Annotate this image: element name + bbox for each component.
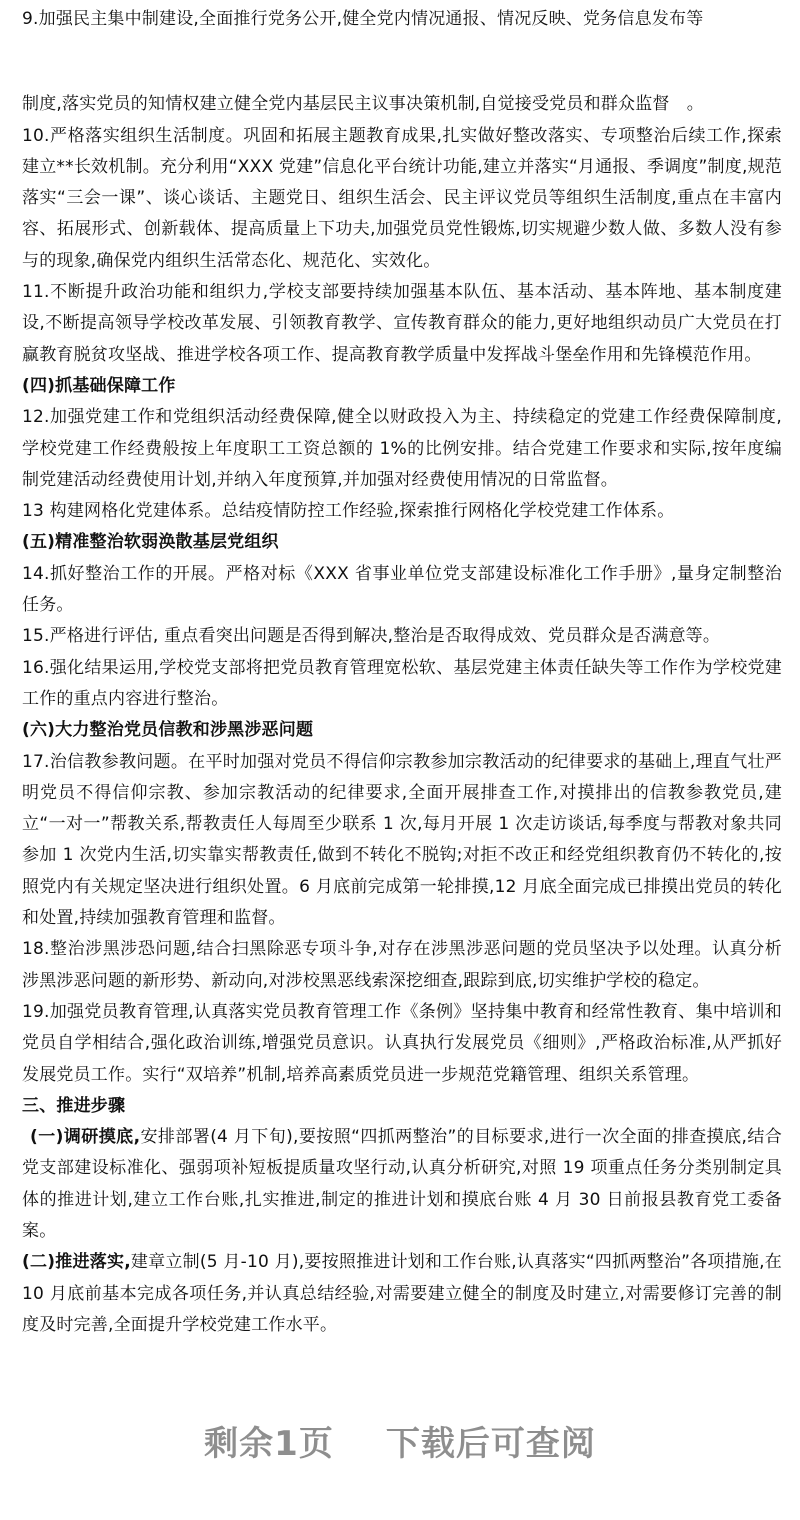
download-prompt[interactable] bbox=[0, 1416, 800, 1465]
paragraph-12: 12.加强党建工作和党组织活动经费保障,健全以财政投入为主、持续稳定的党建工作经费保障制度,学校党建工作经费般按上年度职工工资总额的 1%的比例安排。结合党建工作要求和实际,按年度编制党建活动经费使用计划,并纳入年度预算,并加强对经费使用情况的日常监督。 bbox=[22, 407, 782, 490]
step-2-text: 建章立制(5 月-10 月),要按照推进计划和工作台账,认真落实“四抓两整治”各项措施,在 10 月底前基本完成各项任务,并认真总结经验,对需要建立健全的制度及时建立,对需要修订完善的制度及时完善,全面提升学校党建工作水平。 bbox=[22, 1252, 782, 1335]
paragraph-13: 13 构建网格化党建体系。总结疫情防控工作经验,探索推行网格化学校党建工作体系。 bbox=[22, 501, 675, 522]
step-1-title: (一)调研摸底, bbox=[30, 1127, 141, 1148]
paragraph-19: 19.加强党员教育管理,认真落实党员教育管理工作《条例》坚持集中教育和经常性教育、集中培训和党员自学相结合,强化政治训练,增强党员意识。认真执行发展党员《细则》,严格政治标准,从严抓好发展党员工作。实行“双培养”机制,培养高素质党员进一步规范党籍管理、组织关系管理。 bbox=[22, 1001, 782, 1085]
section-heading-4: (四)抓基础保障工作 bbox=[22, 375, 176, 396]
paragraph-11: 11.不断提升政治功能和组织力,学校支部要持续加强基本队伍、基本活动、基本阵地、基本制度建设,不断提高领导学校改革发展、引领教育教学、宣传教育群众的能力,更好地组织动员广大党员在打赢教育脱贫攻坚战、推进学校各项工作、提高教育教学质量中发挥战斗堡垒作用和先锋模范作用。 bbox=[22, 282, 782, 365]
blank-gap bbox=[22, 35, 782, 89]
paragraph-9-line-1: 9.加强民主集中制建设,全面推行党务公开,健全党内情况通报、情况反映、党务信息发布等 bbox=[22, 9, 704, 29]
step-1 bbox=[22, 1122, 782, 1247]
paragraph-16: 16.强化结果运用,学校党支部将把党员教育管理宽松软、基层党建主体责任缺失等工作作为学校党建工作的重点内容进行整治。 bbox=[22, 657, 782, 709]
step-1-text: 安排部署(4 月下旬),要按照“四抓两整治”的目标要求,进行一次全面的排查摸底,结合党支部建设标准化、强弱项补短板提质量攻坚行动,认真分析研究,对照 19 项重点任务分类别制定具体的推进计划,建立工作台账,扎实推进,制定的推进计划和摸底台账 4 月 30 日前报县教育党工委备案。 bbox=[22, 1127, 782, 1241]
paragraph-14: 14.抓好整治工作的开展。严格对标《XXX 省事业单位党支部建设标准化工作手册》,量身定制整治任务。 bbox=[22, 563, 782, 616]
paragraph-10: 10.严格落实组织生活制度。巩固和拓展主题教育成果,扎实做好整改落实、专项整治后续工作,探索建立**长效机制。充分利用“XXX 党建”信息化平台统计功能,建立并落实“月通报、季调度”制度,规范落实“三会一课”、谈心谈话、主题党日、组织生活会、民主评议党员等组织生活制度,重点在丰富内容、拓展形式、创新载体、提高质量上下功夫,加强党员党性锻炼,切实规避少数人做、多数人没有参与的现象,确保党内组织生活常态化、规范化、实效化。 bbox=[22, 125, 782, 271]
section-heading-5: (五)精准整治软弱涣散基层党组织 bbox=[22, 532, 279, 553]
remaining-pages-label[interactable]: 剩余1页 bbox=[204, 1424, 334, 1464]
paragraph-9-line-2: 制度,落实党员的知情权建立健全党内基层民主议事决策机制,自觉接受党员和群众监督 。 bbox=[22, 94, 705, 115]
steps-heading: 三、推进步骤 bbox=[22, 1095, 126, 1116]
document-body bbox=[22, 4, 782, 1341]
download-to-view-label[interactable]: 下载后可查阅 bbox=[385, 1424, 596, 1464]
step-2 bbox=[22, 1247, 782, 1341]
paragraph-15: 15.严格进行评估, 重点看突出问题是否得到解决,整治是否取得成效、党员群众是否满意等。 bbox=[22, 626, 721, 647]
step-2-title: (二)推进落实, bbox=[22, 1252, 131, 1273]
paragraph-18: 18.整治涉黑涉恐问题,结合扫黑除恶专项斗争,对存在涉黑涉恶问题的党员坚决予以处理。认真分析涉黑涉恶问题的新形势、新动向,对涉校黑恶线索深挖细查,跟踪到底,切实维护学校的稳定。 bbox=[22, 939, 782, 991]
section-heading-6: (六)大力整治党员信教和涉黑涉恶问题 bbox=[22, 720, 314, 741]
paragraph-17: 17.治信教参教问题。在平时加强对党员不得信仰宗教参加宗教活动的纪律要求的基础上,理直气壮严明党员不得信仰宗教、参加宗教活动的纪律要求,全面开展排查工作,对摸排出的信教参教党员,建立“一对一”帮教关系,帮教责任人每周至少联系 1 次,每月开展 1 次走访谈话,每季度与帮教对象共同参加 1 次党内生活,切实靠实帮教责任,做到不转化不脱钩;对拒不改正和经党组织教育仍不转化的,按照党内有关规定坚决进行组织处置。6 月底前完成第一轮排摸,12 月底全面完成已排摸出党员的转化和处置,持续加强教育管理和监督。 bbox=[22, 751, 782, 929]
